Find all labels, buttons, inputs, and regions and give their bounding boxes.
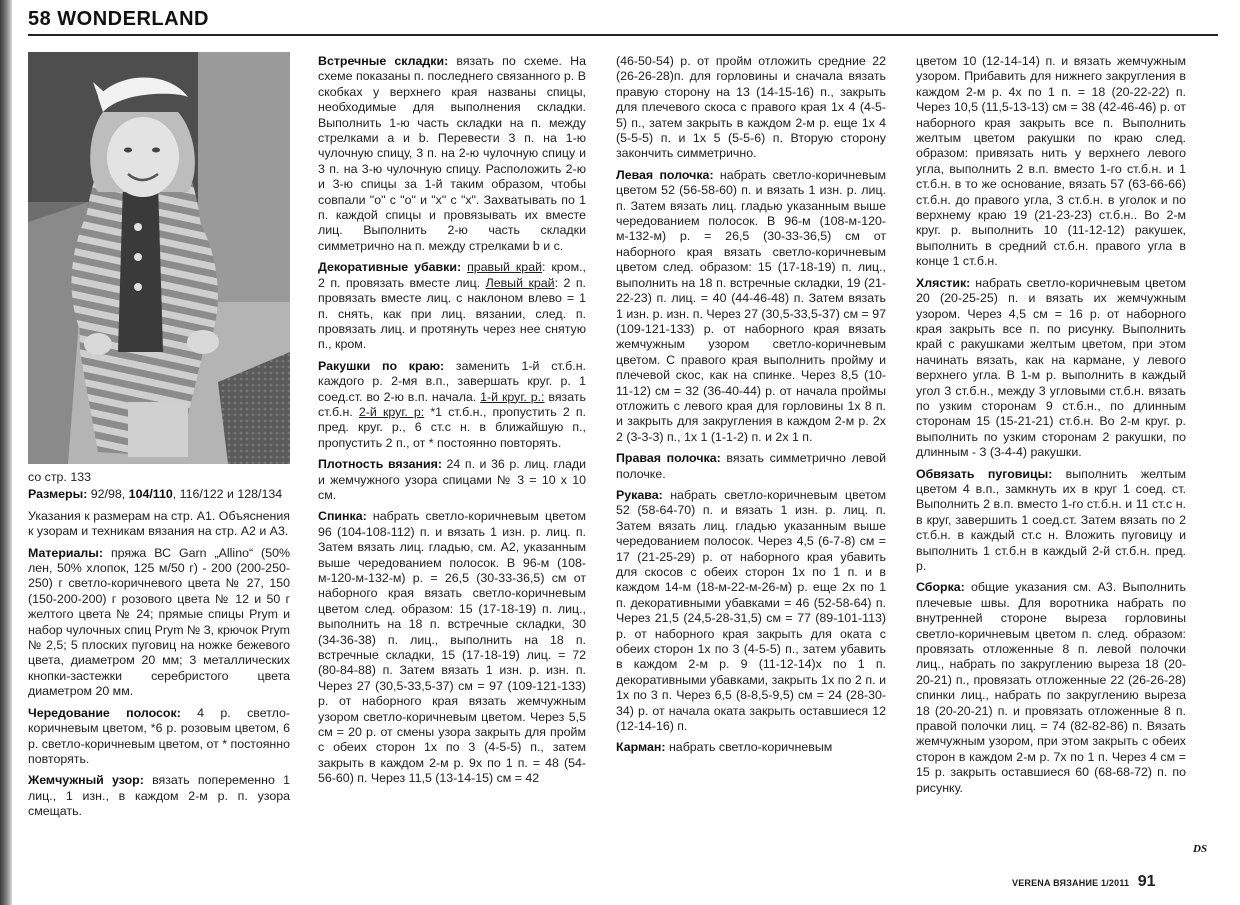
- assembly-label: Сборка:: [916, 580, 965, 595]
- sleeves-text: набрать светло-коричневым цветом 52 (58-64-70) п. и вязать 1 изн. р. лиц. п. Затем вязать лиц. гладью указанным выше чередованием полосок. Через 4,5 (6-7-8) см = 17 (21-25-29) р. от наборного края убавить для скосов с обеих сторон 1х по 1 п. и в каждом 14-м (18-м-22-м-26-м) р. еще 2х по 1 п. декоративными убавками = 46 (52-58-64) п. Через 21,5 (24,5-28-31,5) см = 77 (89-101-113) р. от наборного края закрыть для оката с обеих сторон 1х по 3 (4-5-5) п., затем убавить в каждом 2-м р. 9 (11-12-14)х по 1 п. декоративными убавками, закрыть 1х по 2 п. и 1х по 3 п. Через 6,5 (8-8,5-9,5) см = 24 (28-30-34) р. от начала оката закрыть оставшиеся 12 (12-14-16) п.: [616, 487, 886, 734]
- sizes-text-b: 104/110: [128, 487, 173, 502]
- left-edge-term: Левый край: [485, 275, 555, 290]
- sleeves-paragraph: [616, 488, 886, 735]
- decreases-paragraph: [318, 260, 586, 352]
- density-paragraph: [318, 457, 586, 503]
- sleeves-label: Рукава:: [616, 487, 663, 502]
- child-photo: [28, 52, 290, 464]
- sizes-paragraph: [28, 487, 290, 502]
- column-2: [318, 54, 586, 793]
- back-text: набрать светло-коричневым цветом 96 (104-108-112) п. и вязать 1 изн. р. лиц. п. Затем вязать лиц. гладью, см. А2, указанным выше чередованием полосок. В 96-м (108-м-120-м-132-м) р. = 26,5 (30-33-36,5) см от наборного края вязать светло-коричневым цветом след. образом: 15 (17-18-19) п. лиц., выполнить на 18 п. встречные складки, 30 (34-36-38) п. лиц., выполнить на 18 п. встречные складки, 15 (17-18-19) лиц. = 72 (80-84-88) п. Затем вязать 1 изн. р. изн. п. Через 27 (30,5-33,5-37) см = 97 (109-121-133) р. от наборного края вязать жемчужным узором светло-коричневым цветом. Через 5,5 см = 20 р. от смены узора закрыть для пройм с обеих сторон 1х по 3 (4-5-5) п., затем закрыть в каждом 2-м р. 9х по 1 п. = 48 (54-56-60) п. Через 11,5 (13-14-15) см = 42: [318, 509, 586, 786]
- right-front-text: вязать симметрично левой полочке.: [616, 451, 886, 481]
- pearl-text: вязать попеременно 1 лиц., 1 изн., в каждом 2-м р. п. узора смещать.: [28, 773, 290, 819]
- magazine-issue: VERENA ВЯЗАНИЕ 1/2011: [1012, 878, 1130, 888]
- left-front-text: набрать светло-коричневым цветом 52 (56-58-60) п. и вязать 1 изн. р. лиц. п. Затем вязать лиц. гладью указанным выше чередованием полосок. В 96-м (108-м-120-м-132-м) р. = 26,5 (30-33-36,5) см от наборного края вязать светло-коричневым цветом след. образом: 15 (17-18-19) п. лиц., выполнить на 18 п. встречные складки, 19 (21-22-23) п. лиц. = 40 (44-46-48) п. Затем вязать 1 изн. р. изн. п. Через 27 (30,5-33,5-37) см = 97 (109-121-133) р. от наборного края вязать жемчужным узором светло-коричневым цветом. С правого края выполнить пройму и плечевой скос, как на спинке. Через 8,5 (10-11-12) см = 32 (36-40-44) р. от начала проймы отложить с левого края для горловины 1х 8 п. и закрыть для закругления в каждом 2-м р. 2х 2 (3-3-3) п., 1х 1 (1-1-2) п. и 2х 1 п.: [616, 167, 886, 444]
- pearl-paragraph: [28, 773, 290, 819]
- sizes-text-a: 92/98,: [87, 487, 129, 502]
- round-2-term: 2-й круг. р:: [358, 404, 425, 419]
- decreases-text-2: : 2 п. провязать вместе лиц. с наклоном влево = 1 п. снять, как при лиц. вязании, след. п. провязать лиц. и протянуть через нее снятую п., кром.: [318, 275, 586, 352]
- pleats-label: Встречные складки:: [318, 54, 449, 68]
- density-text: 24 п. и 36 р. лиц. глади и жемчужного узора спицами № 3 = 10 х 10 см.: [318, 457, 586, 502]
- shells-paragraph: [318, 359, 586, 451]
- stripes-text: 4 р. светло-коричневым цветом, *6 р. розовым цветом, 6 р. светло-коричневым цветом, от * постоянно повторять.: [28, 705, 290, 766]
- shells-text-1: заменить 1-й ст.б.н. каждого р. 2-мя в.п., завершать круг. р. 1 соед.ст. во 2-ю в.п. начала.: [318, 358, 586, 404]
- right-edge-term: правый край: [467, 260, 543, 275]
- pocket-paragraph: [616, 740, 886, 755]
- tab-paragraph: [916, 276, 1186, 461]
- pleats-paragraph: [318, 54, 586, 254]
- left-front-label: Левая полочка:: [616, 167, 714, 182]
- page-spine: [0, 0, 12, 905]
- sizes-text-c: , 116/122 и 128/134: [172, 487, 283, 502]
- assembly-paragraph: [916, 580, 1186, 796]
- column-3: [616, 54, 886, 762]
- materials-label: Материалы:: [28, 545, 103, 560]
- assembly-text: общие указания см. А3. Выполнить плечевые швы. Для воротника набрать по внутренней стороне выреза горловины светло-коричневым цветом п. след. образом: провязать отложенные 8 п. левой полочки лиц., набрать по закруглению выреза 18 (20-20-21) п., провязать отложенные 22 (26-26-28) спинки лиц., набрать по закруглению выреза 18 (20-20-21) п. и провязать отложенные 8 п. правой полочки лиц. = 74 (82-82-86) п. Вязать жемчужным узором, при этом закрыть с обеих сторон в каждом 2-м р. 7х по 1 п. Через 4 см = 15 р. закрыть оставшиеся 60 (68-68-72) п. по рисунку.: [916, 580, 1186, 795]
- materials-paragraph: [28, 546, 290, 700]
- pocket-continued: цветом 10 (12-14-14) п. и вязать жемчужным узором. Прибавить для нижнего закругления в каждом 2-м р. 4х по 1 п. = 18 (20-22-22) п. Через 10,5 (11,5-13-13) см = 38 (42-46-46) р. от наборного края закрыть все п. Выполнить желтым цветом ракушки по краю след. образом: привязать нить у верхнего левого угла, выполнить 2 в.п. вместо 1-го ст.б.н. и 1 ст.б.н. в то же основание, вязать 57 (63-66-66) ст.б.н. до правого угла, 3 ст.б.н. в уголок и по верхнему краю 19 (21-23-23) ст.б.н.. Во 2-м круг. р. выполнить 10 (11-12-12) ракушек, выполнить в средний ст.б.н. правого угла в конце 1 ст.б.н.: [916, 54, 1186, 269]
- page-number: 91: [1137, 873, 1156, 890]
- page-title: 58 WONDERLAND: [28, 8, 209, 30]
- decreases-label: Декоративные убавки:: [318, 260, 462, 275]
- left-front-paragraph: [616, 168, 886, 445]
- round-1-term: 1-й круг. р.:: [480, 389, 545, 404]
- photo-caption: со стр. 133: [28, 470, 91, 484]
- materials-text: пряжа ВС Garn „Allino“ (50% лен, 50% хлопок, 125 м/50 г) - 200 (200-250-250) г светло-коричневого цвета № 27, 150 (150-200-200) г розового цвета № 12 и 50 г желтого цвета № 24; прямые спицы Prym и набор чулочных спиц Prym № 3, крючок Prym № 2,5; 5 плоских пуговиц на ножке бежевого цвета, диаметром 20 мм; 3 металлических кнопки-застежки серебристого цвета диаметром 20 мм.: [28, 545, 290, 699]
- page-header: [28, 6, 1218, 36]
- decreases-text-1: : кром., 2 п. провязать вместе лиц.: [318, 260, 586, 290]
- page-footer: [1012, 873, 1156, 891]
- buttons-paragraph: [916, 467, 1186, 575]
- pearl-label: Жемчужный узор:: [28, 773, 144, 788]
- size-instructions: Указания к размерам на стр. А1. Объяснения к узорам и техникам вязания на стр. А2 и А3.: [28, 508, 290, 539]
- buttons-label: Обвязать пуговицы:: [916, 466, 1053, 481]
- density-label: Плотность вязания:: [318, 457, 442, 472]
- tab-label: Хлястик:: [916, 275, 971, 290]
- stripes-paragraph: [28, 706, 290, 768]
- right-front-label: Правая полочка:: [616, 451, 721, 466]
- sizes-label: Размеры:: [28, 487, 88, 502]
- tab-text: набрать светло-коричневым цветом 20 (20-25-25) п. и вязать их жемчужным узором. Через 4,5 см = 16 р. от наборного края закрыть все п. по рисунку. Выполнить край с ракушками желтым цветом, при этом начинать вязать, как на кармане, у левого верхнего угла. В 1-м р. выполнить в каждый угол 3 ст.б.н., между 3 угловыми ст.б.н. вязать по узким сторонам 9 ст.б.н., по длинным сторонам 15 (15-21-21) ст.б.н. Во 2-м круг. р. выполнить по узким сторонам 2 ракушки, по длинным - 3 (3-4-4) ракушки.: [916, 275, 1186, 460]
- stripes-label: Чередование полосок:: [28, 705, 181, 720]
- shells-text-3: *1 ст.б.н., пропустить 2 п. пред. круг. р., 6 ст.с н. в ближайшую п., пропустить 2 п., от * постоянно повторять.: [318, 404, 586, 450]
- right-front-paragraph: [616, 451, 886, 482]
- back-paragraph: [318, 509, 586, 786]
- pocket-label: Карман:: [616, 740, 666, 755]
- initials-mark: DS: [1193, 843, 1208, 855]
- header-rule: [28, 34, 1218, 36]
- back-label: Спинка:: [318, 509, 367, 524]
- column-1: [28, 470, 290, 826]
- back-continued: (46-50-54) р. от пройм отложить средние 22 (26-26-28)п. для горловины и сначала вязать правую сторону на 13 (14-15-16) п., закрыть для плечевого скоса с правого края 1х 4 (4-5-5) п., затем закрыть в каждом 2-м р. еще 1х 4 (5-5-5) п. и 1х 5 (5-5-6) п. Вторую сторону закончить симметрично.: [616, 54, 886, 161]
- shells-text-2: вязать ст.б.н.: [318, 389, 586, 419]
- shells-label: Ракушки по краю:: [318, 358, 445, 373]
- pocket-text: набрать светло-коричневым: [665, 740, 833, 755]
- column-4: [916, 54, 1186, 802]
- buttons-text: выполнить желтым цветом 4 в.п., замкнуть их в круг 1 соед. ст. Выполнить 2 в.п. вместо 1-го ст.б.н. и 11 ст.с н. в круг, завершить 1 соед.ст. Затем вязать по 2 ст.б.н. в каждый ст.с н. Вложить пуговицу и выполнить 1 ст.б.н в каждый 2-й ст.б.н. пред. р.: [916, 466, 1186, 573]
- pleats-text: вязать по схеме. На схеме показаны п. последнего связанного р. В скобках у верхнего края названы спицы, необходимые для выполнения складки. Выполнить 1-ю часть складки на п. между стрелками a и b. Перевести 3 п. на 1-ю чулочную спицу, 3 п. на 2-ю чулочную спицу и 3 п. на 3-ю чулочную спицу. Расположить 2-ю и 3-ю спицы за 1-й таким образом, чтобы совпали "о" с "о" и "х" с "х". Захватывать по 1 п. каждой спицы и провязывать их вместе лиц. Выполнить 2-ю часть складки симметрично на п. между стрелками b и c.: [318, 54, 586, 253]
